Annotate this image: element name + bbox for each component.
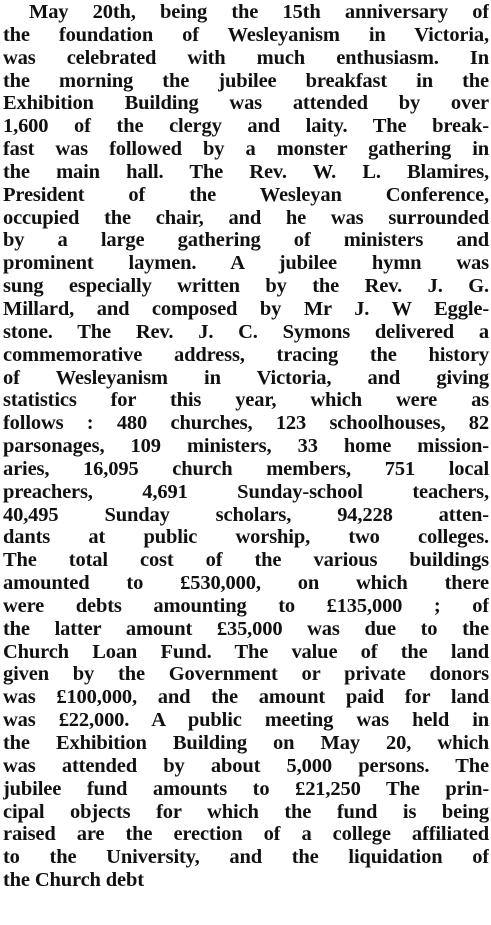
article-line: was celebrated with much enthusiasm. In bbox=[3, 46, 489, 69]
article-line: follows : 480 churches, 123 schoolhouses, 82 bbox=[3, 412, 489, 435]
article-line: aries, 16,095 church members, 751 local bbox=[3, 457, 489, 480]
article-line: amounted to £530,000, on which there bbox=[3, 572, 489, 595]
article-line: Exhibition Building was attended by over bbox=[3, 92, 489, 115]
article-line: to the University, and the liquidation of bbox=[3, 846, 489, 869]
article-line: cipal objects for which the fund is being bbox=[3, 800, 489, 823]
article-line: by a large gathering of ministers and bbox=[3, 229, 489, 252]
article-line: raised are the erection of a college affiliated bbox=[3, 823, 489, 846]
article-line: The total cost of the various buildings bbox=[3, 549, 489, 572]
article-line: President of the Wesleyan Conference, bbox=[3, 183, 489, 206]
article-line: jubilee fund amounts to £21,250 The prin- bbox=[3, 777, 489, 800]
article-line: the foundation of Wesleyanism in Victoria, bbox=[3, 23, 489, 46]
article-line: dants at public worship, two colleges. bbox=[3, 526, 489, 549]
article-line: the main hall. The Rev. W. L. Blamires, bbox=[3, 160, 489, 183]
article-line: the Church debt bbox=[3, 869, 144, 892]
article-line: 40,495 Sunday scholars, 94,228 atten- bbox=[3, 503, 489, 526]
article-line: of Wesleyanism in Victoria, and giving bbox=[3, 366, 489, 389]
article-line: May 20th, being the 15th anniversary of bbox=[29, 1, 489, 23]
article-line: preachers, 4,691 Sunday-school teachers, bbox=[3, 480, 489, 503]
article-line: occupied the chair, and he was surrounded bbox=[3, 206, 489, 229]
article-line: the morning the jubilee breakfast in the bbox=[3, 69, 489, 92]
article-line: Millard, and composed by Mr J. W Eggle- bbox=[3, 297, 489, 320]
article-line: 1,600 of the clergy and laity. The break- bbox=[3, 115, 489, 138]
article-line: fast was followed by a monster gathering in bbox=[3, 138, 489, 161]
article-line: statistics for this year, which were as bbox=[3, 389, 489, 412]
article-line: stone. The Rev. J. C. Symons delivered a bbox=[3, 320, 489, 343]
article-line: given by the Government or private donors bbox=[3, 663, 489, 686]
article-line: the Exhibition Building on May 20, which bbox=[3, 732, 489, 754]
article-line: was attended by about 5,000 persons. The bbox=[3, 754, 489, 777]
article-line: commemorative address, tracing the history bbox=[3, 343, 489, 366]
article-line: was £100,000, and the amount paid for land bbox=[3, 686, 489, 709]
article-line: prominent laymen. A jubilee hymn was bbox=[3, 252, 489, 275]
article-line: sung especially written by the Rev. J. G. bbox=[3, 275, 489, 298]
article-line: was £22,000. A public meeting was held in bbox=[3, 709, 489, 732]
article-line: Church Loan Fund. The value of the land bbox=[3, 640, 489, 663]
article-line: parsonages, 109 ministers, 33 home mission- bbox=[3, 435, 489, 458]
article-line: were debts amounting to £135,000 ; of bbox=[3, 594, 489, 617]
article-line: the latter amount £35,000 was due to the bbox=[3, 617, 489, 640]
